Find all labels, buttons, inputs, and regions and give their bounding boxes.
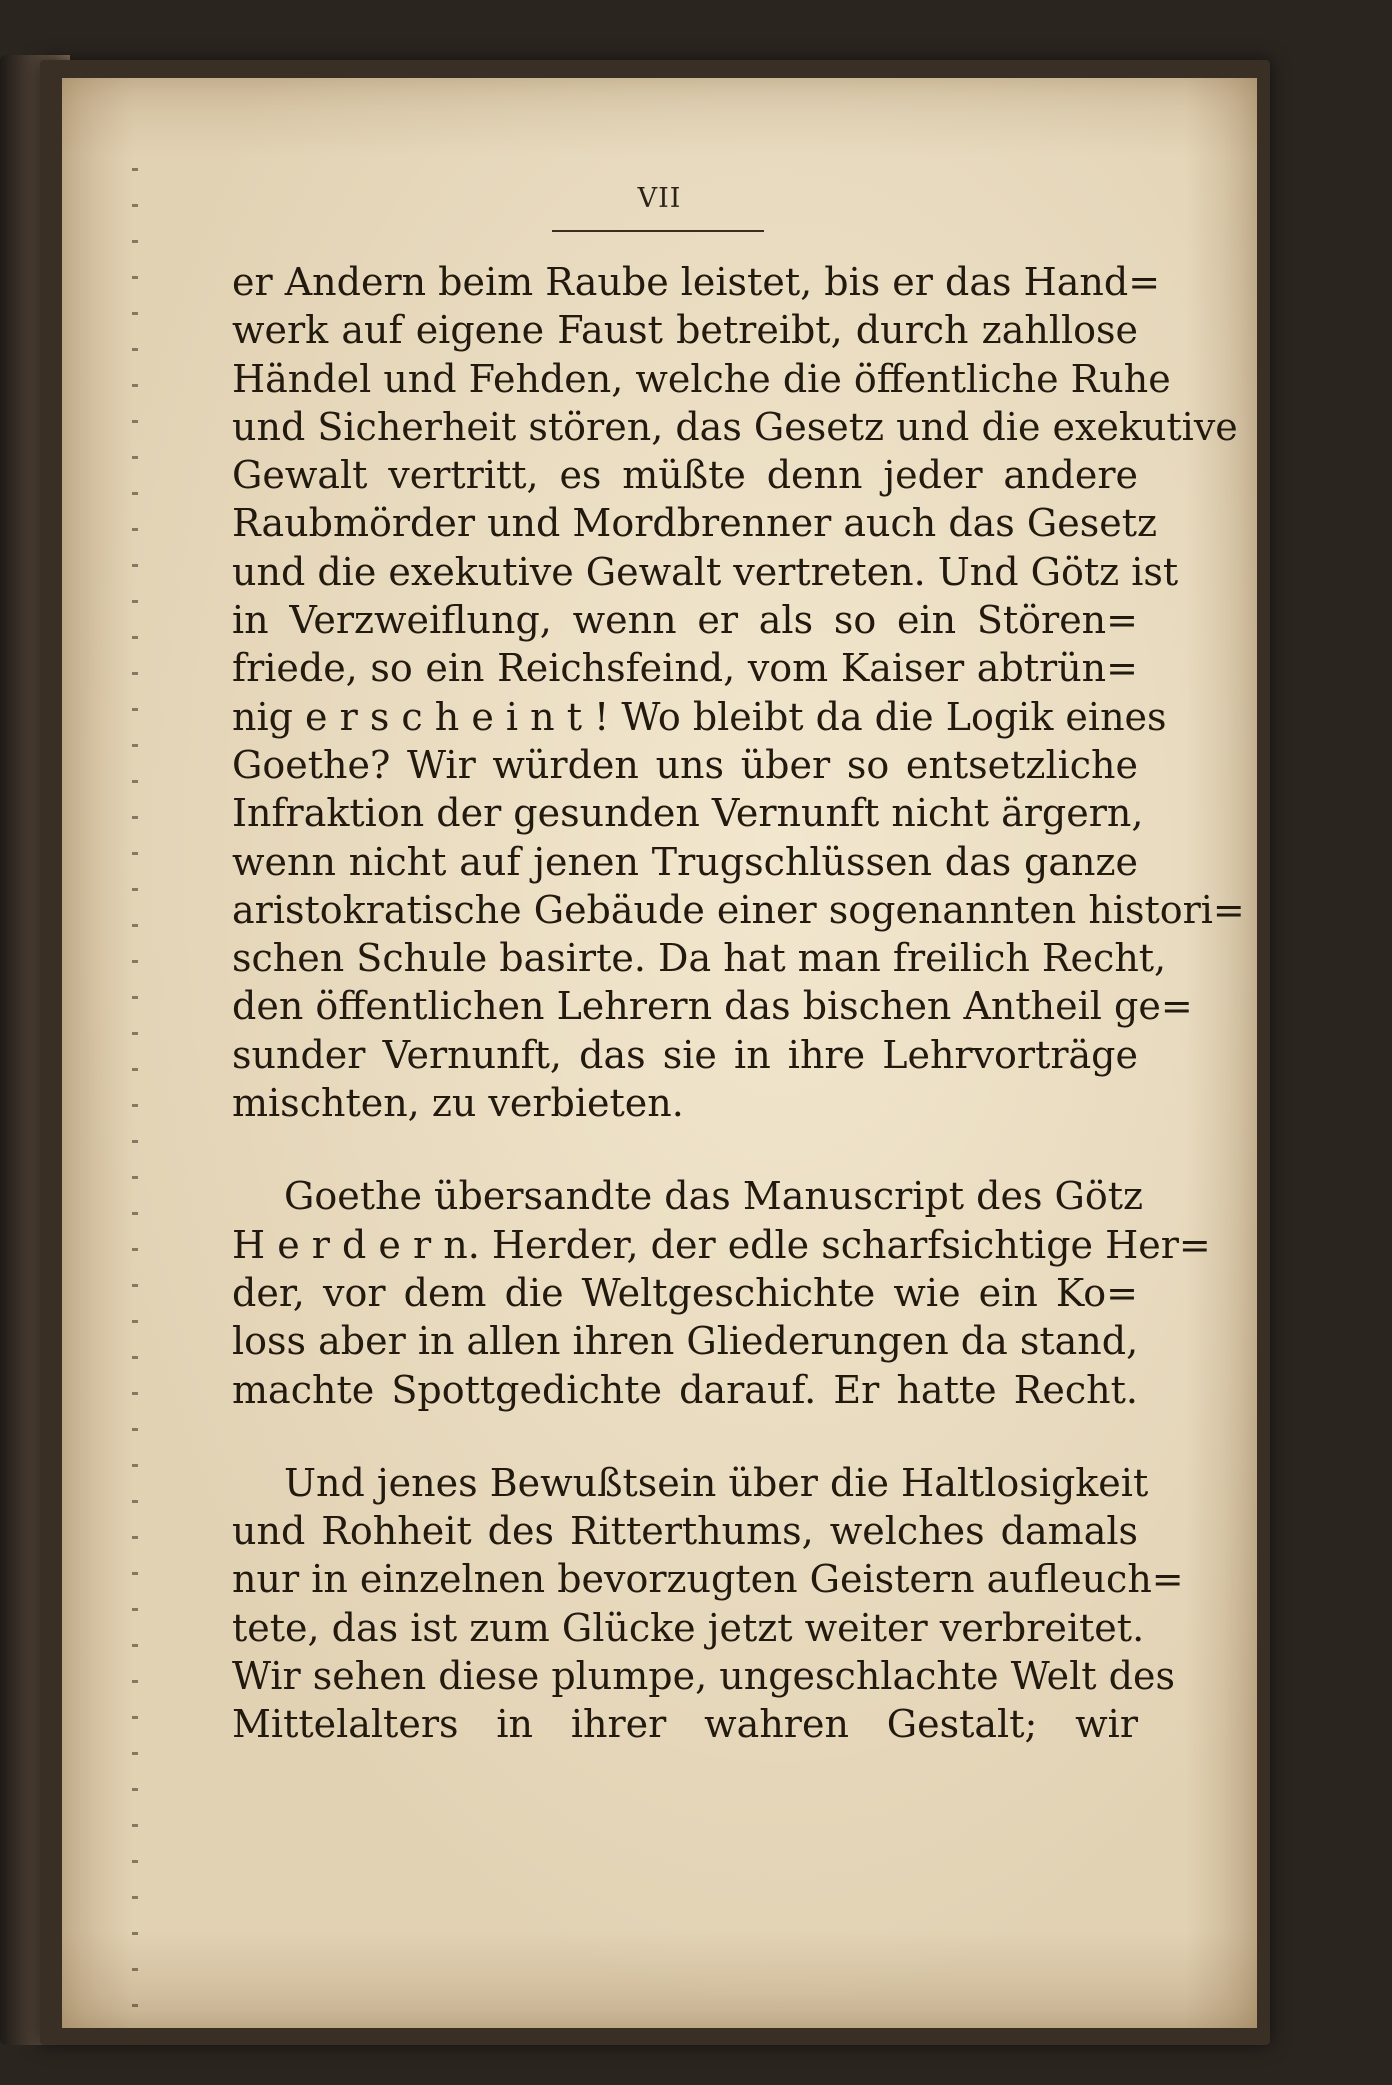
header-rule <box>552 230 764 232</box>
text-line: den öffentlichen Lehrern das bischen Antheil ge= <box>232 984 1193 1029</box>
body-text <box>232 258 1245 1749</box>
text-line: Händel und Fehden, welche die öffentliche Ruhe <box>232 356 1171 401</box>
text-line: er Andern beim Raube leistet, bis er das Hand= <box>232 260 1161 304</box>
text-line: loss aber in allen ihren Gliederungen da stand, <box>232 1319 1139 1364</box>
page-number: VII <box>637 183 682 214</box>
text-line: Raubmörder und Mordbrenner auch das Gesetz <box>232 501 1158 546</box>
paragraph-1 <box>232 258 1245 1127</box>
gutter-stitching <box>132 168 138 2068</box>
text-line: sunder Vernunft, das sie in ihre Lehrvorträge <box>232 1032 1138 1077</box>
text-line: Goethe? Wir würden uns über so entsetzliche <box>232 742 1138 787</box>
text-line: der, vor dem die Weltgeschichte wie ein Ko= <box>232 1270 1138 1315</box>
paragraph-2 <box>232 1172 1211 1413</box>
text-line: und die exekutive Gewalt vertreten. Und Götz ist <box>232 549 1179 594</box>
text-line: Mittelalters in ihrer wahren Gestalt; wir <box>232 1702 1138 1747</box>
text-line: mischten, zu verbieten. <box>232 1081 684 1126</box>
text-line: Goethe übersandte das Manuscript des Götz <box>284 1174 1144 1219</box>
text-line: tete, das ist zum Glücke jetzt weiter verbreitet. <box>232 1605 1145 1650</box>
text-line: Gewalt vertritt, es müßte denn jeder andere <box>232 453 1138 498</box>
text-line: H e r d e r n. Herder, der edle scharfsichtige Her= <box>232 1222 1211 1267</box>
paragraph-3 <box>232 1459 1184 1749</box>
text-line: schen Schule basirte. Da hat man freilich Recht, <box>232 936 1167 981</box>
text-line: und Rohheit des Ritterthums, welches damals <box>232 1509 1138 1554</box>
text-line: Wir sehen diese plumpe, ungeschlachte Welt des <box>232 1654 1175 1699</box>
text-line: in Verzweiflung, wenn er als so ein Stören= <box>232 598 1138 643</box>
text-line: Und jenes Bewußtsein über die Haltlosigkeit <box>284 1460 1149 1505</box>
text-line: und Sicherheit stören, das Gesetz und die exekutive <box>232 404 1238 449</box>
text-line: machte Spottgedichte darauf. Er hatte Recht. <box>232 1367 1138 1412</box>
text-line: aristokratische Gebäude einer sogenannten histori= <box>232 887 1245 932</box>
book-page <box>62 78 1257 2028</box>
text-line: friede, so ein Reichsfeind, vom Kaiser abtrün= <box>232 646 1138 691</box>
text-line: nig e r s c h e i n t ! Wo bleibt da die Logik eines <box>232 694 1167 739</box>
text-line: wenn nicht auf jenen Trugschlüssen das ganze <box>232 839 1138 884</box>
text-line: nur in einzelnen bevorzugten Geistern aufleuch= <box>232 1557 1184 1602</box>
text-line: Infraktion der gesunden Vernunft nicht ärgern, <box>232 791 1144 836</box>
text-line: werk auf eigene Faust betreibt, durch zahllose <box>232 308 1138 353</box>
